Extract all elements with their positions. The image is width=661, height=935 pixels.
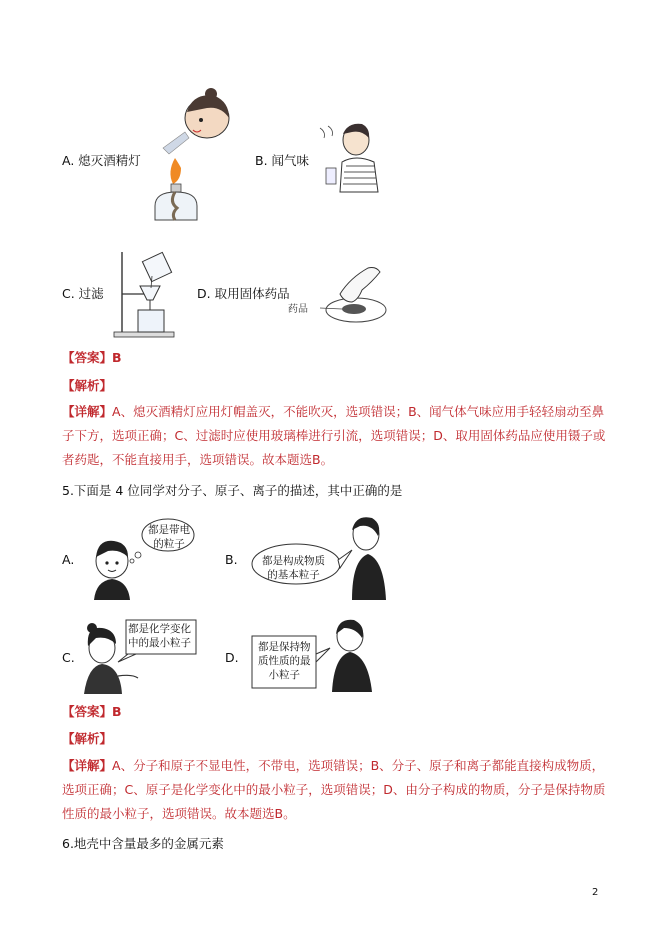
bubble-a-line1: 都是带电 bbox=[148, 524, 190, 536]
answer-label: 【答案】 bbox=[62, 350, 113, 365]
q5-answer bbox=[62, 704, 122, 720]
bubble-b-line2: 的基本粒子 bbox=[267, 569, 320, 581]
page-number: 2 bbox=[592, 887, 599, 898]
q5-analysis-label: 【解析】 bbox=[62, 731, 113, 746]
answer-value: B bbox=[112, 350, 122, 365]
q5-option-c: C. bbox=[62, 650, 75, 665]
answer-label: 【答案】 bbox=[62, 704, 113, 719]
q4-analysis-label: 【解析】 bbox=[62, 378, 113, 393]
smelling-illustration bbox=[316, 120, 381, 192]
box-d-line3: 小粒子 bbox=[268, 669, 300, 681]
box-c-line1: 都是化学变化 bbox=[128, 623, 191, 635]
box-c bbox=[128, 622, 191, 650]
box-c-line2: 中的最小粒子 bbox=[128, 637, 191, 649]
bubble-a bbox=[148, 523, 190, 551]
q5-question: 5.下面是 4 位同学对分子、原子、离子的描述，其中正确的是 bbox=[62, 483, 403, 498]
q4-option-b: B. 闻气味 bbox=[255, 153, 310, 168]
q6-question: 6.地壳中含量最多的金属元素 bbox=[62, 836, 224, 851]
box-d bbox=[258, 640, 311, 682]
detail-text: A、分子和原子不显电性，不带电，选项错误；B、分子、原子和离子都能直接构成物质，选项正确；C、原子是化学变化中的最小粒子，选项错误；D、由分子构成的物质，分子是保持物质性质的最小粒子，选项错误。故本题选B。 bbox=[62, 758, 606, 821]
q4-option-d: D. 取用固体药品 bbox=[197, 286, 290, 301]
box-d-line1: 都是保持物 bbox=[258, 641, 311, 653]
solid-chemical-illustration bbox=[288, 264, 388, 328]
box-d-line2: 质性质的最 bbox=[258, 655, 311, 667]
detail-label: 【详解】 bbox=[62, 404, 113, 419]
answer-value: B bbox=[112, 704, 122, 719]
q4-option-c: C. 过滤 bbox=[62, 286, 104, 301]
alcohol-lamp-illustration bbox=[145, 88, 235, 233]
q5-detail bbox=[62, 754, 607, 826]
bubble-b bbox=[262, 554, 325, 582]
chemical-label: 药品 bbox=[288, 304, 308, 315]
q4-option-a: A. 熄灭酒精灯 bbox=[62, 153, 141, 168]
filtration-illustration bbox=[110, 250, 190, 340]
detail-label: 【详解】 bbox=[62, 758, 113, 773]
q5-option-d: D. bbox=[225, 650, 239, 665]
q4-detail bbox=[62, 400, 607, 472]
q5-option-b: B. bbox=[225, 552, 238, 567]
bubble-b-line1: 都是构成物质 bbox=[262, 555, 325, 567]
q4-answer bbox=[62, 350, 122, 366]
q5-option-a: A. bbox=[62, 552, 75, 567]
bubble-a-line2: 的粒子 bbox=[153, 538, 185, 550]
detail-text: A、熄灭酒精灯应用灯帽盖灭，不能吹灭，选项错误；B、闻气体气味应用手轻轻扇动至鼻子下方，选项正确；C、过滤时应使用玻璃棒进行引流，选项错误；D、取用固体药品应使用镊子或者药匙，不能直接用手，选项错误。故本题选B。 bbox=[62, 404, 606, 467]
